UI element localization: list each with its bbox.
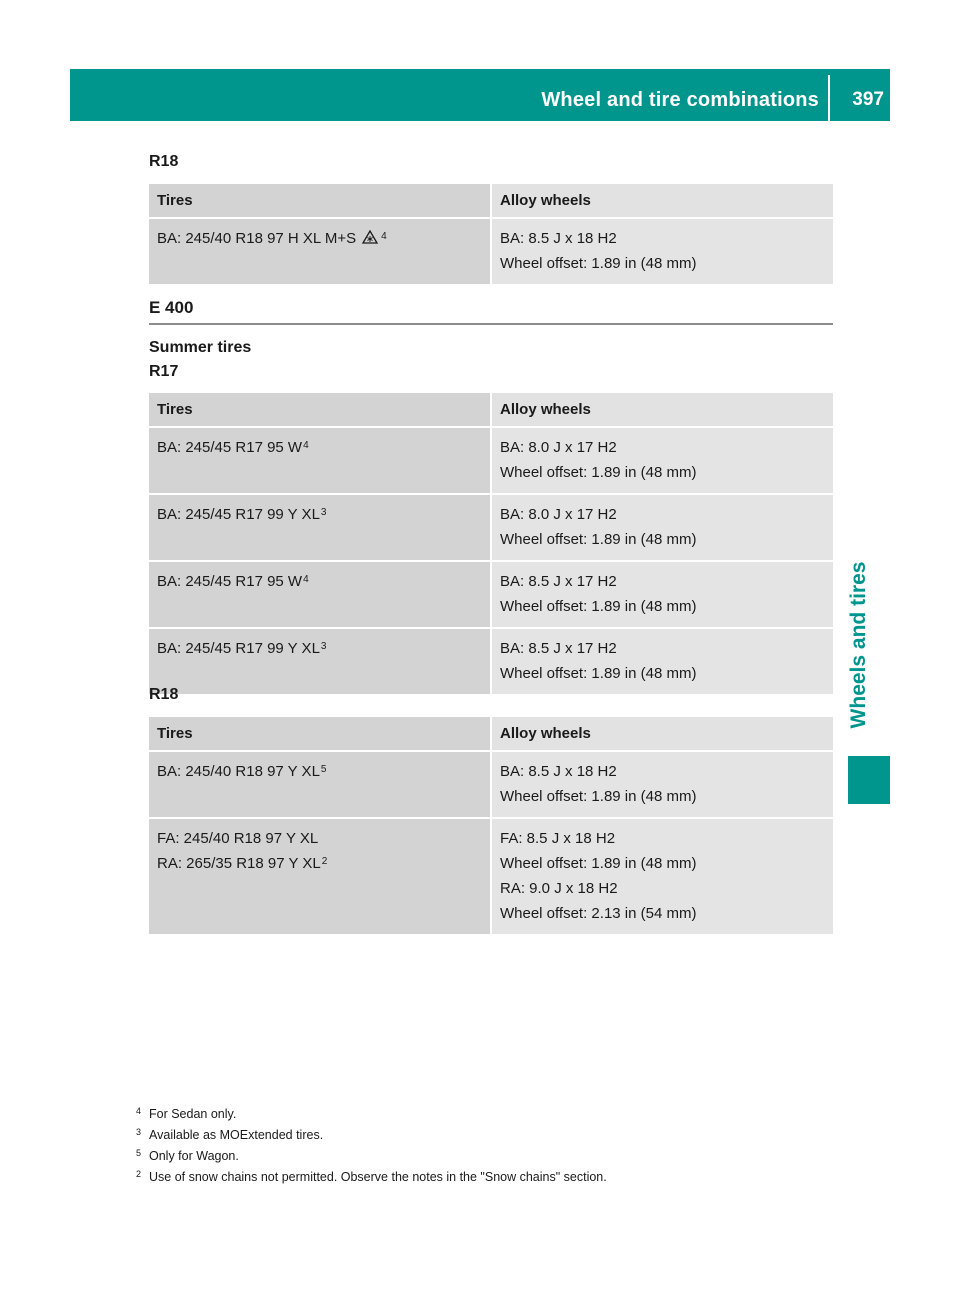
wheel-offset: Wheel offset: 1.89 in (48 mm) <box>500 665 697 682</box>
page-number: 397 <box>852 89 884 110</box>
wheel-cell <box>491 561 833 628</box>
tire-cell <box>149 561 491 628</box>
footnote-ref: 3 <box>320 507 327 518</box>
wheel-spec: BA: 8.5 J x 18 H2 <box>500 230 617 247</box>
wheel-cell <box>491 751 833 818</box>
wheel-offset: Wheel offset: 1.89 in (48 mm) <box>500 598 697 615</box>
wheel-cell <box>491 818 833 935</box>
wheel-offset: Wheel offset: 1.89 in (48 mm) <box>500 788 697 805</box>
table-header-row <box>149 393 833 427</box>
footnote-ref: 3 <box>320 641 327 652</box>
tire-cell <box>149 628 491 695</box>
summer-tires-label: Summer tires <box>149 339 252 356</box>
r18-heading-top: R18 <box>149 153 179 170</box>
col-tires: Tires <box>149 717 491 751</box>
wheel-offset: Wheel offset: 1.89 in (48 mm) <box>500 531 697 548</box>
r18-table <box>149 717 833 936</box>
footnote <box>136 1104 607 1125</box>
wheel-cell <box>491 628 833 695</box>
page-title: Wheel and tire combinations <box>541 89 819 111</box>
side-tab-marker <box>848 756 890 804</box>
tire-cell <box>149 751 491 818</box>
rear-tire-spec: RA: 265/35 R18 97 Y XL <box>157 855 321 872</box>
wheel-spec: BA: 8.5 J x 18 H2 <box>500 763 617 780</box>
tire-spec: BA: 245/45 R17 95 W <box>157 573 303 590</box>
footnote-number: 3 <box>136 1127 142 1137</box>
table-row <box>149 751 833 818</box>
footnote-ref: 5 <box>320 764 327 775</box>
tire-cell <box>149 818 491 935</box>
header-bar <box>70 69 890 121</box>
wheel-spec: BA: 8.0 J x 17 H2 <box>500 506 617 523</box>
footnote-text: For Sedan only. <box>149 1107 237 1121</box>
footnote-number: 5 <box>136 1148 142 1158</box>
footnote <box>136 1146 607 1167</box>
wheel-offset: Wheel offset: 1.89 in (48 mm) <box>500 255 697 272</box>
wheel-cell <box>491 427 833 494</box>
col-tires: Tires <box>149 184 491 218</box>
footnotes <box>136 1104 607 1188</box>
tire-cell <box>149 427 491 494</box>
footnote-text: Use of snow chains not permitted. Observe the notes in the "Snow chains" section. <box>149 1170 607 1184</box>
footnote-text: Only for Wagon. <box>149 1149 239 1163</box>
r17-table <box>149 393 833 696</box>
header-divider <box>828 75 830 121</box>
tire-spec: BA: 245/45 R17 99 Y XL <box>157 506 320 523</box>
col-alloy-wheels: Alloy wheels <box>491 717 833 751</box>
table-row <box>149 427 833 494</box>
rear-wheel-offset: Wheel offset: 2.13 in (54 mm) <box>500 905 697 922</box>
side-tab-label: Wheels and tires <box>847 561 870 729</box>
footnote-ref: 4 <box>303 574 309 585</box>
table-row <box>149 628 833 695</box>
front-wheel-spec: FA: 8.5 J x 18 H2 <box>500 830 616 847</box>
table-header-row <box>149 717 833 751</box>
wheel-cell <box>491 218 833 285</box>
footnote-ref: 4 <box>303 440 309 451</box>
table-row <box>149 561 833 628</box>
col-tires: Tires <box>149 393 491 427</box>
wheel-spec: BA: 8.0 J x 17 H2 <box>500 439 617 456</box>
tire-spec: BA: 245/45 R17 95 W <box>157 439 303 456</box>
front-tire-spec: FA: 245/40 R18 97 Y XL <box>157 830 319 847</box>
tire-spec: BA: 245/40 R18 97 Y XL <box>157 763 320 780</box>
tire-spec: BA: 245/45 R17 99 Y XL <box>157 640 320 657</box>
wheel-offset: Wheel offset: 1.89 in (48 mm) <box>500 464 697 481</box>
tire-spec: BA: 245/40 R18 97 H XL M+S <box>157 230 357 247</box>
footnote-number: 4 <box>136 1106 142 1116</box>
footnote-ref: 2 <box>321 856 328 867</box>
table-row <box>149 218 833 285</box>
footnote-text: Available as MOExtended tires. <box>149 1128 324 1142</box>
side-tab <box>829 540 889 750</box>
snowflake-mountain-icon <box>362 227 378 252</box>
footnote-ref: 4 <box>381 231 387 242</box>
tire-cell <box>149 218 491 285</box>
wheel-cell <box>491 494 833 561</box>
table-row <box>149 818 833 935</box>
section-title-e400: E 400 <box>149 298 833 325</box>
table-header-row <box>149 184 833 218</box>
footnote <box>136 1125 607 1146</box>
col-alloy-wheels: Alloy wheels <box>491 393 833 427</box>
col-alloy-wheels: Alloy wheels <box>491 184 833 218</box>
wheel-spec: BA: 8.5 J x 17 H2 <box>500 573 617 590</box>
r18-table-top <box>149 184 833 286</box>
footnote-number: 2 <box>136 1169 142 1179</box>
front-wheel-offset: Wheel offset: 1.89 in (48 mm) <box>500 855 697 872</box>
rear-wheel-spec: RA: 9.0 J x 18 H2 <box>500 880 618 897</box>
r18-heading: R18 <box>149 686 179 703</box>
tire-cell <box>149 494 491 561</box>
footnote <box>136 1167 607 1188</box>
wheel-spec: BA: 8.5 J x 17 H2 <box>500 640 617 657</box>
table-row <box>149 494 833 561</box>
r17-heading: R17 <box>149 363 179 380</box>
